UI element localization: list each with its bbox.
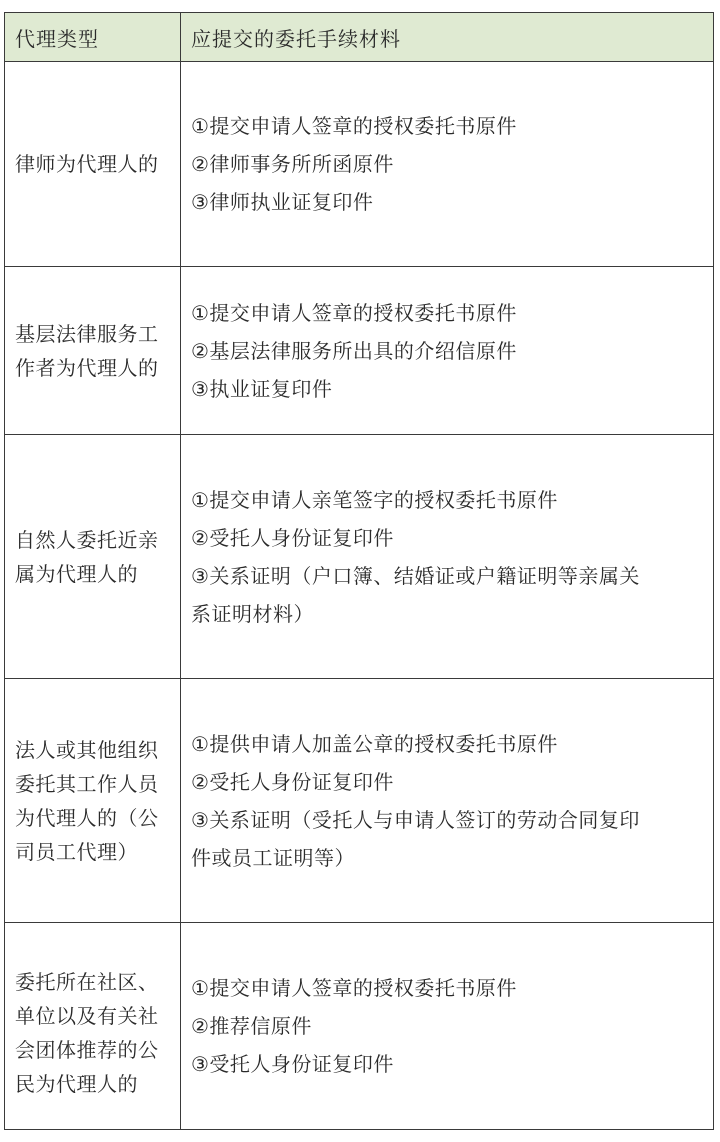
material-item: ①提交申请人签章的授权委托书原件 <box>191 300 517 325</box>
agent-type-cell <box>5 435 181 679</box>
material-item: ②受托人身份证复印件 <box>191 525 394 550</box>
materials-cell <box>181 62 714 267</box>
material-item: ③受托人身份证复印件 <box>191 1052 394 1076</box>
material-item: ②基层法律服务所出具的介绍信原件 <box>191 338 517 363</box>
material-item: ①提交申请人签章的授权委托书原件 <box>191 114 517 138</box>
agent-type-line: 司员工代理） <box>15 839 138 864</box>
agent-type-line: 民为代理人的 <box>15 1072 138 1096</box>
materials-cell <box>181 679 714 923</box>
material-item: ③律师执业证复印件 <box>191 190 374 214</box>
table-row <box>5 62 714 267</box>
agent-type-line: 基层法律服务工 <box>15 321 159 346</box>
material-item: 件或员工证明等） <box>191 845 355 870</box>
material-item: 系证明材料） <box>191 601 314 626</box>
material-item: ②律师事务所所函原件 <box>191 152 394 176</box>
material-item: ②推荐信原件 <box>191 1014 312 1038</box>
agent-type-line: 作者为代理人的 <box>15 355 159 380</box>
material-item: ③关系证明（户口簿、结婚证或户籍证明等亲属关 <box>191 563 640 588</box>
materials-cell <box>181 435 714 679</box>
agent-type-line: 自然人委托近亲 <box>15 527 159 552</box>
agent-type-cell <box>5 923 181 1130</box>
material-item: ②受托人身份证复印件 <box>191 769 394 794</box>
table-row <box>5 923 714 1130</box>
header-row <box>5 13 714 62</box>
agent-type-cell <box>5 679 181 923</box>
agent-type-line: 会团体推荐的公 <box>15 1038 159 1062</box>
agent-type-line: 法人或其他组织 <box>15 737 159 762</box>
agent-type-line: 单位以及有关社 <box>15 1004 159 1028</box>
agent-type-line: 委托其工作人员 <box>15 771 159 796</box>
agent-type-line: 委托所在社区、 <box>15 970 159 994</box>
agent-type-cell <box>5 62 181 267</box>
table-row <box>5 267 714 435</box>
material-item: ①提供申请人加盖公章的授权委托书原件 <box>191 731 558 756</box>
agent-type-line: 律师为代理人的 <box>15 152 159 176</box>
materials-cell <box>181 267 714 435</box>
table-row <box>5 435 714 679</box>
material-item: ①提交申请人签章的授权委托书原件 <box>191 976 517 1000</box>
material-item: ③关系证明（受托人与申请人签订的劳动合同复印 <box>191 807 640 832</box>
agent-type-cell <box>5 267 181 435</box>
material-item: ①提交申请人亲笔签字的授权委托书原件 <box>191 487 558 512</box>
materials-table <box>4 12 714 1130</box>
materials-cell <box>181 923 714 1130</box>
agent-type-line: 属为代理人的 <box>15 561 138 586</box>
header-agent-type: 代理类型 <box>5 13 181 62</box>
agent-type-line: 为代理人的（公 <box>15 805 159 830</box>
table-row <box>5 679 714 923</box>
material-item: ③执业证复印件 <box>191 376 333 401</box>
header-materials: 应提交的委托手续材料 <box>181 13 714 62</box>
